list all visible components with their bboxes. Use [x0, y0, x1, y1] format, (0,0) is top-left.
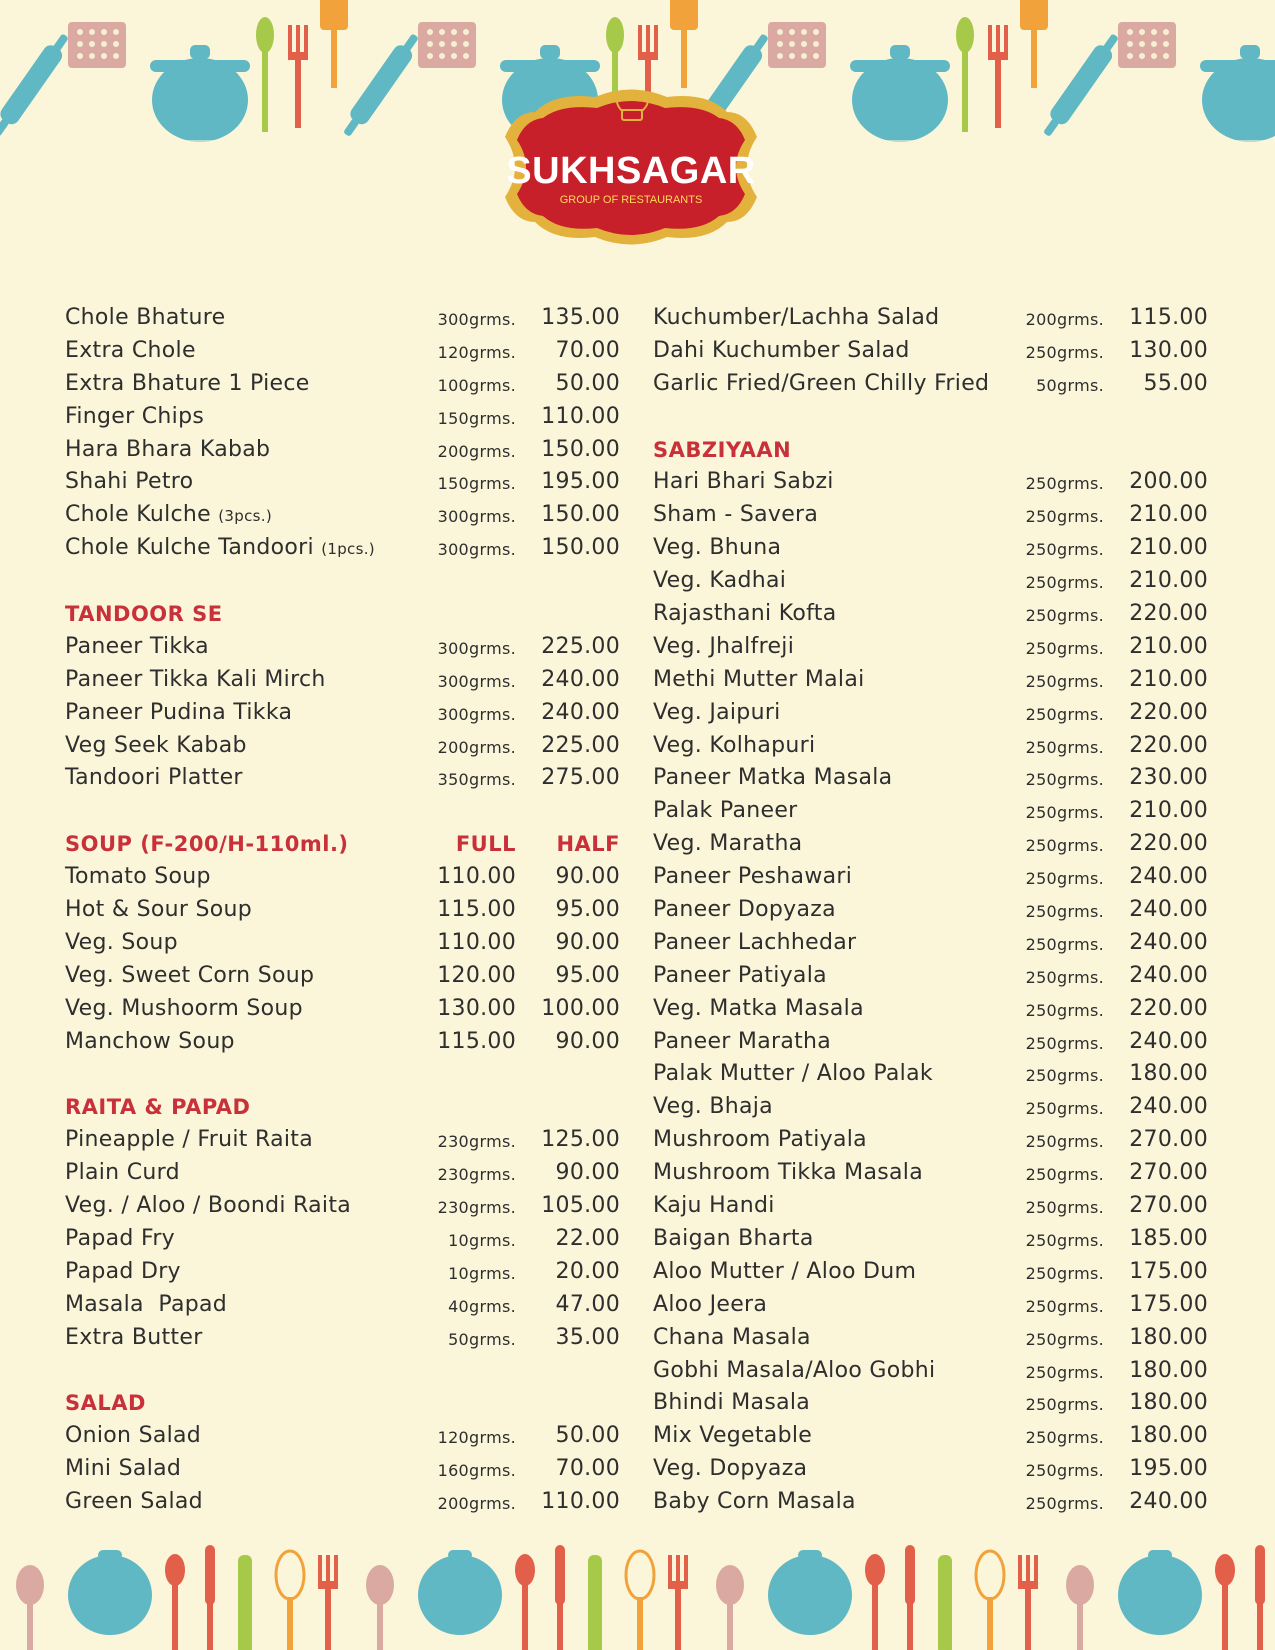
item-price: 110.00 [541, 403, 620, 429]
item-name: Chole Bhature [65, 305, 226, 330]
menu-item [65, 1420, 620, 1453]
item-qty: 50grms. [1036, 375, 1104, 395]
item-qty: 250grms. [1025, 770, 1104, 790]
item-name: Chana Masala [653, 1324, 811, 1350]
item-price: 22.00 [555, 1225, 620, 1251]
menu-item [653, 664, 1208, 697]
menu-item [653, 927, 1208, 960]
menu-item [653, 598, 1208, 631]
menu-item [65, 1223, 620, 1256]
item-name: Paneer Peshawari [653, 864, 853, 890]
menu-item [653, 1387, 1208, 1420]
item-price: 70.00 [555, 337, 620, 363]
item-price: 130.00 [1129, 337, 1208, 363]
item-qty: 10grms. [448, 1263, 516, 1283]
menu-item [653, 565, 1208, 598]
item-price-full: 115.00 [437, 897, 516, 923]
menu-item [65, 664, 620, 697]
item-price: 210.00 [1129, 535, 1208, 561]
item-name: Palak Mutter / Aloo Palak [653, 1061, 933, 1087]
item-price: 220.00 [1129, 699, 1208, 725]
item-price-half: 95.00 [555, 897, 620, 923]
item-qty: 160grms. [437, 1461, 516, 1481]
item-qty: 250grms. [1025, 474, 1104, 494]
bottom-utensil-pattern [0, 1515, 1275, 1650]
item-price-full: 120.00 [437, 962, 516, 988]
item-qty: 50grms. [448, 1329, 516, 1349]
item-price: 180.00 [1129, 1357, 1208, 1383]
item-qty: 250grms. [1025, 1000, 1104, 1020]
item-name: Veg Seek Kabab [65, 732, 247, 758]
item-name: Paneer Dopyaza [653, 897, 836, 923]
item-qty: 250grms. [1025, 1461, 1104, 1481]
item-qty: 250grms. [1025, 1099, 1104, 1119]
item-name: Rajasthani Kofta [653, 601, 837, 627]
item-name: Baigan Bharta [653, 1225, 814, 1251]
menu-item [65, 1157, 620, 1190]
menu-item [65, 1322, 620, 1355]
item-qty: 250grms. [1025, 803, 1104, 823]
menu-item [65, 993, 620, 1026]
item-price: 110.00 [541, 1489, 620, 1515]
item-qty: 300grms. [437, 540, 516, 560]
item-qty: 10grms. [448, 1230, 516, 1250]
item-qty: 250grms. [1025, 1428, 1104, 1448]
item-price: 220.00 [1129, 831, 1208, 857]
item-price: 35.00 [555, 1324, 620, 1350]
menu-item [65, 1026, 620, 1059]
item-qty: 250grms. [1025, 1263, 1104, 1283]
item-qty: 300grms. [437, 507, 516, 527]
item-price: 50.00 [555, 370, 620, 396]
item-qty: 250grms. [1025, 869, 1104, 889]
menu-item [653, 368, 1208, 401]
menu-item [653, 861, 1208, 894]
item-price: 240.00 [1129, 897, 1208, 923]
menu-item [65, 302, 620, 335]
menu-item [653, 499, 1208, 532]
item-name: Paneer Tikka Kali Mirch [65, 666, 326, 692]
item-price: 210.00 [1129, 666, 1208, 692]
item-name: Paneer Lachhedar [653, 929, 857, 955]
menu-item [653, 1256, 1208, 1289]
item-name: Mini Salad [65, 1456, 182, 1482]
item-qty: 150grms. [437, 408, 516, 428]
item-qty: 250grms. [1025, 1033, 1104, 1053]
menu-item [65, 762, 620, 795]
item-qty: 250grms. [1025, 934, 1104, 954]
item-price: 195.00 [541, 469, 620, 495]
item-name: Veg. / Aloo / Boondi Raita [65, 1193, 352, 1219]
item-name: Shahi Petro [65, 469, 194, 495]
menu-item [653, 1453, 1208, 1486]
item-name: Veg. Sweet Corn Soup [65, 962, 315, 988]
item-name: Veg. Mushoorm Soup [65, 995, 303, 1021]
item-price-full: 115.00 [437, 1028, 516, 1054]
item-qty: 250grms. [1025, 638, 1104, 658]
item-price-full: 130.00 [437, 995, 516, 1021]
menu-item [653, 697, 1208, 730]
item-price: 180.00 [1129, 1324, 1208, 1350]
menu-item [65, 1256, 620, 1289]
item-name: Veg. Bhaja [653, 1094, 773, 1120]
item-price: 225.00 [541, 633, 620, 659]
soup-full-header: FULL [455, 832, 516, 857]
menu-item [653, 335, 1208, 368]
item-name: Onion Salad [65, 1423, 202, 1449]
menu-item [653, 1420, 1208, 1453]
item-price: 230.00 [1129, 765, 1208, 791]
item-qty: 250grms. [1025, 671, 1104, 691]
menu-item [65, 1190, 620, 1223]
item-price: 270.00 [1129, 1193, 1208, 1219]
item-name: Papad Dry [65, 1258, 181, 1284]
menu-item [653, 1322, 1208, 1355]
item-qty: 300grms. [437, 671, 516, 691]
item-price-half: 95.00 [555, 962, 620, 988]
menu-item [653, 1091, 1208, 1124]
menu-item [65, 1453, 620, 1486]
item-name: Veg. Jaipuri [653, 699, 781, 725]
item-note: (1pcs.) [321, 540, 375, 559]
soup-half-header: HALF [556, 832, 620, 857]
item-price-half: 90.00 [555, 929, 620, 955]
item-name: Aloo Mutter / Aloo Dum [653, 1258, 917, 1284]
item-price: 195.00 [1129, 1456, 1208, 1482]
menu-item [65, 730, 620, 763]
item-name: Chole Kulche (3pcs.) [65, 502, 272, 528]
item-name: Mushroom Patiyala [653, 1127, 867, 1153]
item-name: Mushroom Tikka Masala [653, 1160, 923, 1186]
item-name: Paneer Patiyala [653, 962, 827, 988]
item-name: Garlic Fried/Green Chilly Fried [653, 370, 990, 396]
menu-item [653, 960, 1208, 993]
item-name: Extra Butter [65, 1324, 203, 1350]
item-price: 210.00 [1129, 633, 1208, 659]
item-price-full: 110.00 [437, 929, 516, 955]
section-heading-soup: SOUP (F-200/H-110ml.) FULL HALF [65, 828, 620, 861]
item-price: 47.00 [555, 1291, 620, 1317]
item-qty: 40grms. [448, 1296, 516, 1316]
item-name: Veg. Dopyaza [653, 1456, 808, 1482]
item-name: Paneer Pudina Tikka [65, 699, 293, 725]
item-price: 125.00 [541, 1127, 620, 1153]
item-price: 240.00 [1129, 864, 1208, 890]
menu-item [653, 894, 1208, 927]
item-qty: 300grms. [437, 310, 516, 329]
item-qty: 250grms. [1025, 1395, 1104, 1415]
item-price: 135.00 [541, 305, 620, 330]
item-qty: 250grms. [1025, 1132, 1104, 1152]
menu-item [65, 894, 620, 927]
item-name: Green Salad [65, 1489, 203, 1515]
menu-item [65, 368, 620, 401]
item-price: 240.00 [541, 699, 620, 725]
menu-item [65, 861, 620, 894]
item-name: Kuchumber/Lachha Salad [653, 305, 940, 330]
item-name: Methi Mutter Malai [653, 666, 865, 692]
item-qty: 200grms. [1025, 310, 1104, 329]
item-name: Tandoori Platter [65, 765, 243, 791]
item-price: 240.00 [541, 666, 620, 692]
brand-name: SUKHSAGAR [506, 150, 756, 192]
menu-item [65, 1289, 620, 1322]
section-heading-salad: SALAD [65, 1391, 146, 1416]
item-price: 240.00 [1129, 1028, 1208, 1054]
item-name: Bhindi Masala [653, 1390, 811, 1416]
menu-column-right [653, 302, 1208, 1519]
menu-item [65, 697, 620, 730]
item-name: Extra Chole [65, 337, 196, 363]
menu-item [65, 532, 620, 565]
section-heading-raita: RAITA & PAPAD [65, 1095, 251, 1120]
item-price-full: 110.00 [437, 864, 516, 890]
item-qty: 250grms. [1025, 507, 1104, 527]
menu-item [65, 1124, 620, 1157]
item-price: 175.00 [1129, 1258, 1208, 1284]
item-price: 90.00 [555, 1160, 620, 1186]
menu-item [653, 1190, 1208, 1223]
item-name: Veg. Bhuna [653, 535, 782, 561]
item-price: 20.00 [555, 1258, 620, 1284]
item-qty: 250grms. [1025, 1066, 1104, 1086]
item-price: 70.00 [555, 1456, 620, 1482]
item-price: 150.00 [541, 436, 620, 462]
item-price: 180.00 [1129, 1390, 1208, 1416]
item-price: 50.00 [555, 1423, 620, 1449]
item-qty: 350grms. [437, 770, 516, 790]
item-qty: 250grms. [1025, 1230, 1104, 1250]
brand-tagline: GROUP OF RESTAURANTS [559, 194, 703, 206]
restaurant-logo [495, 82, 767, 252]
menu-item [653, 828, 1208, 861]
item-name: Hot & Sour Soup [65, 897, 253, 923]
item-qty: 250grms. [1025, 967, 1104, 987]
item-qty: 250grms. [1025, 1296, 1104, 1316]
menu-item [653, 1157, 1208, 1190]
item-price-half: 100.00 [541, 995, 620, 1021]
item-name: Sham - Savera [653, 502, 819, 528]
item-qty: 250grms. [1025, 1494, 1104, 1514]
item-price: 240.00 [1129, 1489, 1208, 1515]
item-price: 200.00 [1129, 469, 1208, 495]
item-qty: 120grms. [437, 1428, 516, 1448]
item-qty: 250grms. [1025, 606, 1104, 626]
utensil-pattern-bottom [0, 1515, 1275, 1650]
item-qty: 300grms. [437, 638, 516, 658]
item-name: Veg. Soup [65, 929, 178, 955]
item-qty: 250grms. [1025, 902, 1104, 922]
item-price: 105.00 [541, 1193, 620, 1219]
item-name: Masala Papad [65, 1291, 228, 1317]
menu-item [65, 466, 620, 499]
item-name: Kaju Handi [653, 1193, 775, 1219]
menu-item [65, 434, 620, 467]
menu-item [65, 631, 620, 664]
item-qty: 200grms. [437, 737, 516, 757]
item-qty: 250grms. [1025, 1329, 1104, 1349]
item-name: Veg. Maratha [653, 831, 803, 857]
item-qty: 250grms. [1025, 573, 1104, 593]
item-name: Baby Corn Masala [653, 1489, 856, 1515]
item-name: Mix Vegetable [653, 1423, 813, 1449]
item-price: 55.00 [1143, 370, 1208, 396]
sabziyaan-list [653, 466, 1208, 1519]
menu-item [653, 631, 1208, 664]
item-price: 210.00 [1129, 502, 1208, 528]
item-qty: 250grms. [1025, 836, 1104, 856]
item-qty: 250grms. [1025, 342, 1104, 362]
item-name: Hari Bhari Sabzi [653, 469, 834, 495]
item-name: Paneer Maratha [653, 1028, 832, 1054]
menu-item [653, 795, 1208, 828]
item-note: (3pcs.) [218, 507, 272, 526]
menu-item [65, 960, 620, 993]
item-name: Veg. Matka Masala [653, 995, 864, 1021]
item-qty: 230grms. [437, 1132, 516, 1152]
menu-item [653, 762, 1208, 795]
item-name: Tomato Soup [65, 864, 211, 890]
item-qty: 150grms. [437, 474, 516, 494]
item-name: Papad Fry [65, 1225, 175, 1251]
item-price: 240.00 [1129, 1094, 1208, 1120]
item-price-half: 90.00 [555, 1028, 620, 1054]
item-name: Paneer Tikka [65, 633, 209, 659]
menu-item [653, 1058, 1208, 1091]
item-name: Paneer Matka Masala [653, 765, 893, 791]
item-qty: 120grms. [437, 342, 516, 362]
item-price: 220.00 [1129, 995, 1208, 1021]
item-price: 220.00 [1129, 601, 1208, 627]
item-price: 185.00 [1129, 1225, 1208, 1251]
item-name: Veg. Kolhapuri [653, 732, 816, 758]
item-name: Dahi Kuchumber Salad [653, 337, 910, 363]
item-name: Aloo Jeera [653, 1291, 768, 1317]
item-qty: 230grms. [437, 1198, 516, 1218]
item-price: 270.00 [1129, 1127, 1208, 1153]
menu-item [653, 1355, 1208, 1388]
item-qty: 200grms. [437, 1494, 516, 1514]
starters-list [65, 302, 620, 565]
item-qty: 300grms. [437, 704, 516, 724]
item-qty: 250grms. [1025, 704, 1104, 724]
item-name: Palak Paneer [653, 798, 798, 824]
menu-column-left [65, 302, 620, 1519]
item-qty: 100grms. [437, 375, 516, 395]
item-name: Extra Bhature 1 Piece [65, 370, 310, 396]
item-price: 175.00 [1129, 1291, 1208, 1317]
section-heading-sabziyaan: SABZIYAAN [653, 437, 792, 462]
item-price: 270.00 [1129, 1160, 1208, 1186]
item-price: 210.00 [1129, 568, 1208, 594]
item-price: 210.00 [1129, 798, 1208, 824]
item-name: Veg. Kadhai [653, 568, 787, 594]
menu-item [653, 1026, 1208, 1059]
item-price: 150.00 [541, 502, 620, 528]
menu-item [653, 1124, 1208, 1157]
item-price: 180.00 [1129, 1061, 1208, 1087]
item-name: Finger Chips [65, 403, 205, 429]
item-qty: 250grms. [1025, 1362, 1104, 1382]
menu-item [653, 730, 1208, 763]
menu-item [65, 499, 620, 532]
menu-item [653, 1289, 1208, 1322]
menu-item [65, 401, 620, 434]
section-heading-tandoor: TANDOOR SE [65, 602, 223, 627]
item-name: Manchow Soup [65, 1028, 235, 1054]
menu-item [653, 1223, 1208, 1256]
item-name: Chole Kulche Tandoori (1pcs.) [65, 535, 375, 561]
item-qty: 250grms. [1025, 540, 1104, 560]
item-price: 225.00 [541, 732, 620, 758]
item-price: 240.00 [1129, 929, 1208, 955]
item-qty: 250grms. [1025, 1165, 1104, 1185]
item-price: 115.00 [1129, 305, 1208, 330]
item-price: 180.00 [1129, 1423, 1208, 1449]
item-qty: 250grms. [1025, 1198, 1104, 1218]
item-name: Plain Curd [65, 1160, 180, 1186]
item-qty: 250grms. [1025, 737, 1104, 757]
item-price: 150.00 [541, 535, 620, 561]
item-name: Hara Bhara Kabab [65, 436, 271, 462]
menu-item [65, 335, 620, 368]
menu-item [653, 532, 1208, 565]
item-qty: 200grms. [437, 441, 516, 461]
item-name: Gobhi Masala/Aloo Gobhi [653, 1357, 936, 1383]
menu-item [653, 302, 1208, 335]
item-price: 220.00 [1129, 732, 1208, 758]
menu-item [653, 993, 1208, 1026]
item-price: 275.00 [541, 765, 620, 791]
menu-item [65, 927, 620, 960]
menu-item [653, 466, 1208, 499]
item-name: Veg. Jhalfreji [653, 633, 795, 659]
item-name: Pineapple / Fruit Raita [65, 1127, 314, 1153]
item-price-half: 90.00 [555, 864, 620, 890]
item-qty: 230grms. [437, 1165, 516, 1185]
item-price: 240.00 [1129, 962, 1208, 988]
